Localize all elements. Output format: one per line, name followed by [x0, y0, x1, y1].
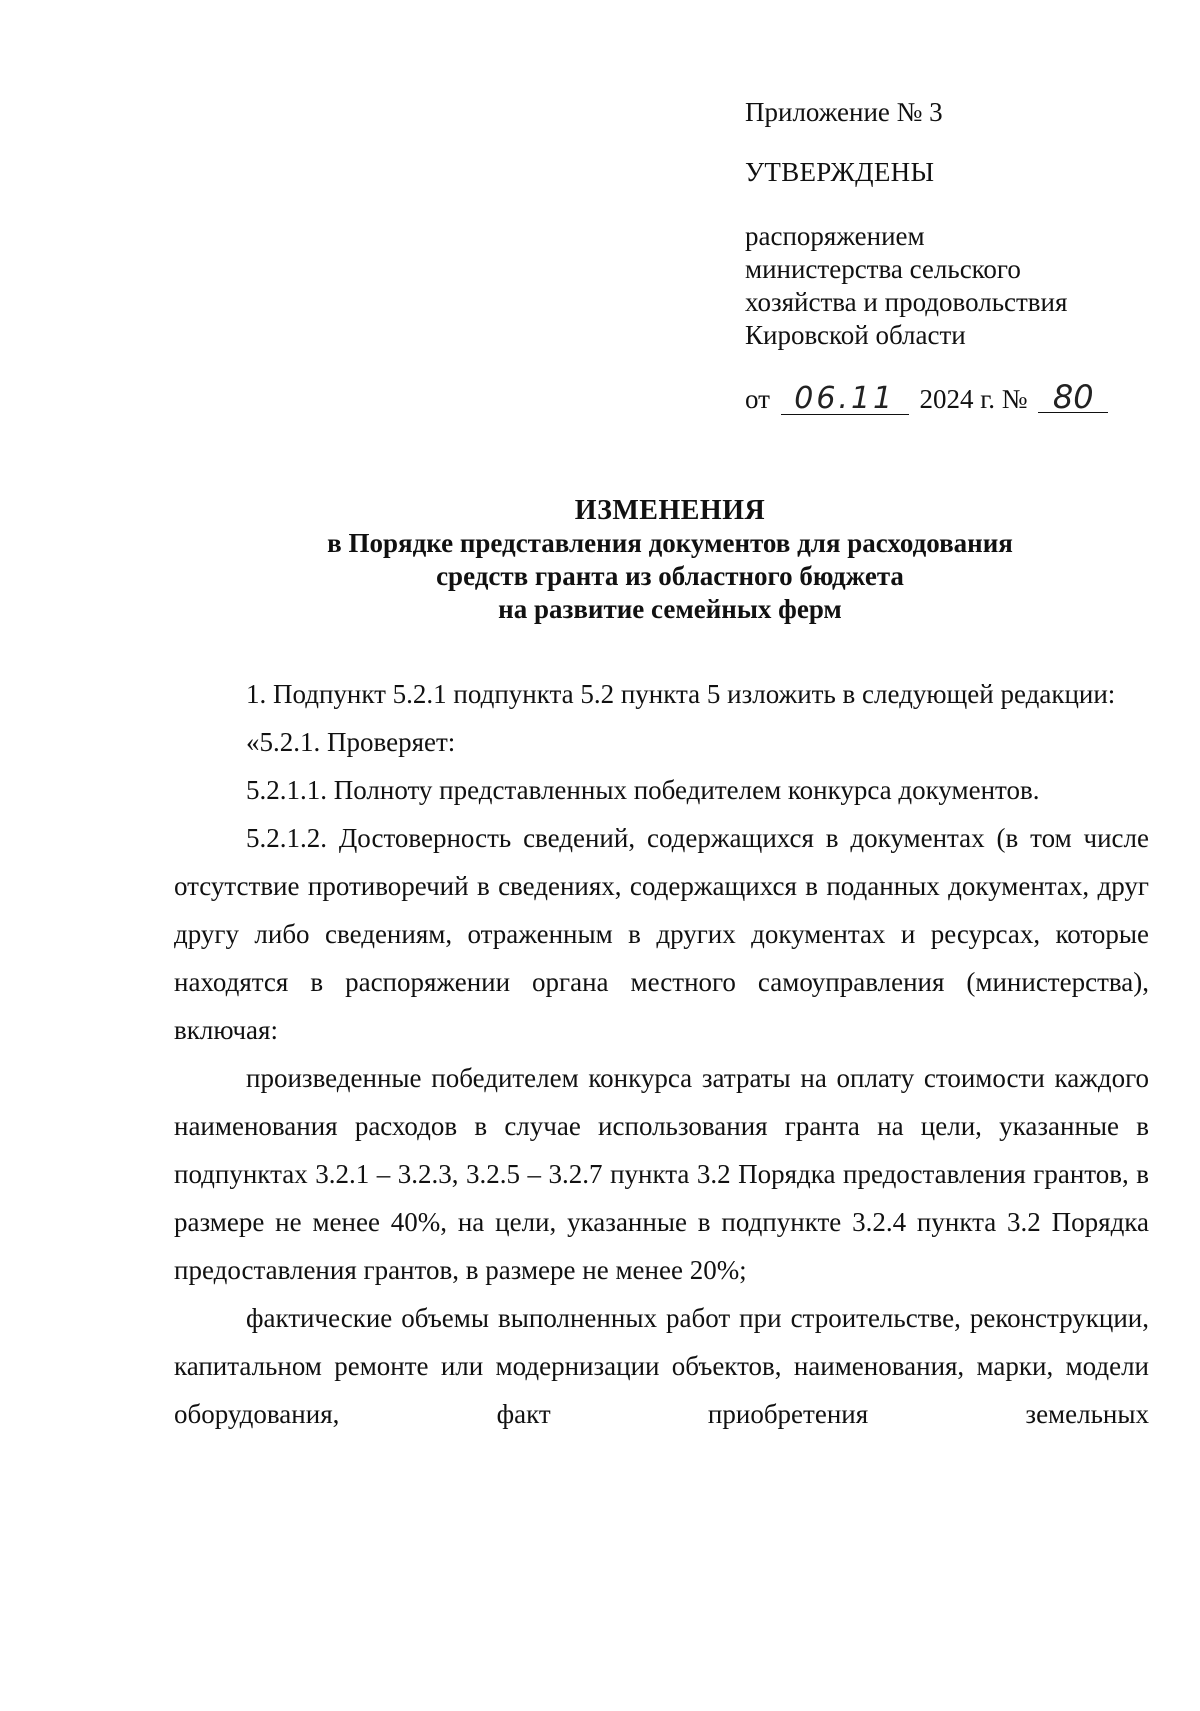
year-and-number-label: 2024 г. №: [919, 384, 1028, 414]
approved-label: УТВЕРЖДЕНЫ: [745, 157, 935, 187]
issuer-line: распоряжением: [745, 221, 925, 251]
document-heading: [170, 494, 1170, 626]
body-paragraph: 5.2.1.2. Достоверность сведений, содержащихся в документах (в том числе отсутствие противоречий в сведениях, содержащихся в поданных документах, друг другу либо сведениям, отраженным в других документах и ресурсах, которые находятся в распоряжении органа местного самоуправления (министерства), включая:: [174, 823, 1149, 1045]
document-subtitle-line: в Порядке представления документов для расходования: [327, 528, 1013, 558]
appendix-number: Приложение № 3: [745, 97, 943, 127]
body-paragraph: «5.2.1. Проверяет:: [246, 727, 456, 757]
issuer-text: [745, 220, 1165, 352]
document-subtitle-line: на развитие семейных ферм: [498, 594, 842, 624]
approval-date-line: [745, 378, 1165, 416]
body-paragraph: 5.2.1.1. Полноту представленных победителем конкурса документов.: [246, 775, 1040, 805]
handwritten-date: 06.11: [781, 384, 909, 415]
issuer-line: Кировской области: [745, 320, 966, 350]
document-body: [174, 670, 1149, 1438]
handwritten-number: 80: [1038, 382, 1108, 413]
document-title: ИЗМЕНЕНИЯ: [574, 495, 766, 526]
body-paragraph: фактические объемы выполненных работ при строительстве, реконструкции, капитальном ремонте или модернизации объектов, наименования, марки, модели оборудования, факт приобретения земельных: [174, 1303, 1149, 1429]
issuer-line: хозяйства и продовольствия: [745, 287, 1068, 317]
body-paragraph: 1. Подпункт 5.2.1 подпункта 5.2 пункта 5 изложить в следующей редакции:: [246, 679, 1116, 709]
document-subtitle-line: средств гранта из областного бюджета: [436, 561, 904, 591]
body-paragraph: произведенные победителем конкурса затраты на оплату стоимости каждого наименования расходов в случае использования гранта на цели, указанные в подпунктах 3.2.1 – 3.2.3, 3.2.5 – 3.2.7 пункта 3.2 Порядка предоставления грантов, в размере не менее 40%, на цели, указанные в подпункте 3.2.4 пункта 3.2 Порядка предоставления грантов, в размере не менее 20%;: [174, 1063, 1149, 1285]
approval-block: [745, 96, 1165, 416]
issuer-line: министерства сельского: [745, 254, 1021, 284]
date-prefix: от: [745, 384, 770, 414]
